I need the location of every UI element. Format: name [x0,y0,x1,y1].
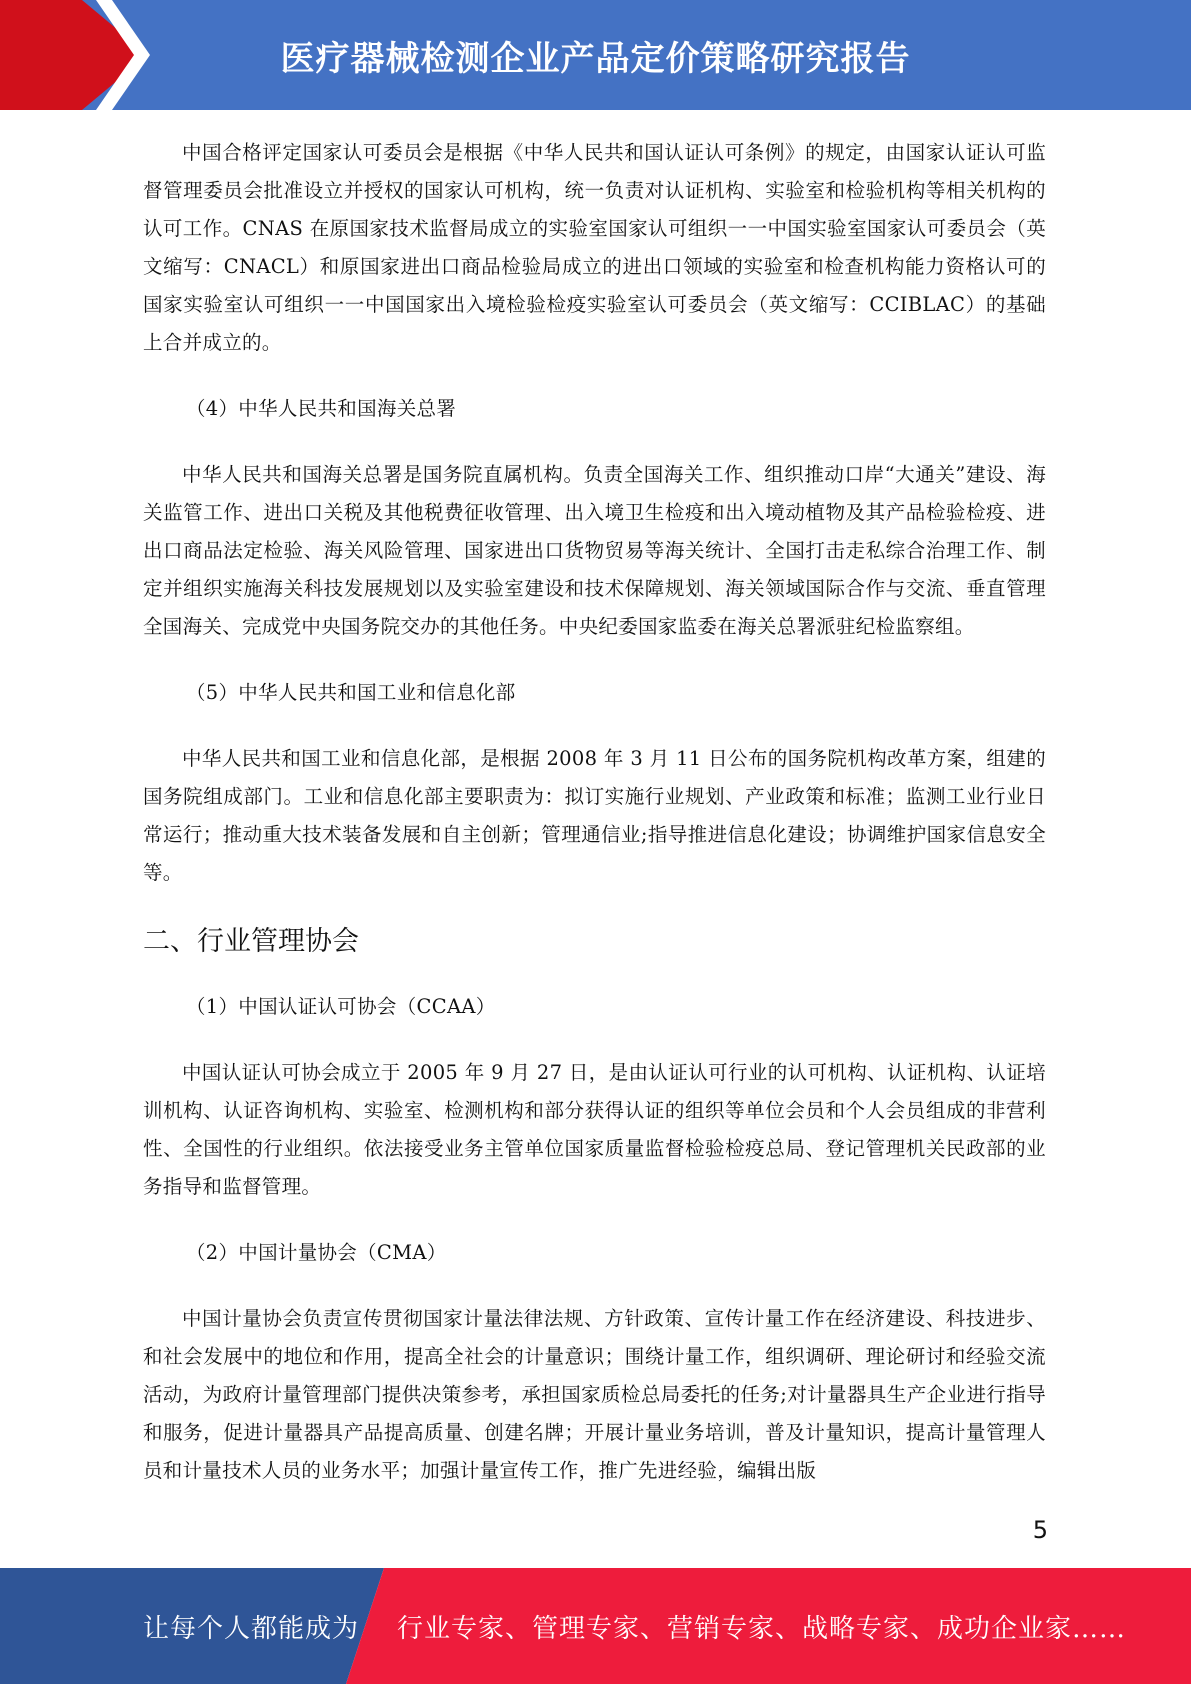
page-header [0,0,1191,110]
paragraph-ccaa: 中国认证认可协会成立于 2005 年 9 月 27 日，是由认证认可行业的认可机构、认证机构、认证培训机构、认证咨询机构、实验室、检测机构和部分获得认证的组织等单位会员和个人会员组成的非营利性、全国性的行业组织。依法接受业务主管单位国家质量监督检验检疫总局、登记管理机关民政部的业务指导和监督管理。 [143,1061,1046,1198]
paragraph-customs: 中华人民共和国海关总署是国务院直属机构。负责全国海关工作、组织推动口岸“大通关”建设、海关监管工作、进出口关税及其他税费征收管理、出入境卫生检疫和出入境动植物及其产品检验检疫、进出口商品法定检验、海关风险管理、国家进出口货物贸易等海关统计、全国打击走私综合治理工作、制定并组织实施海关科技发展规划以及实验室建设和技术保障规划、海关领域国际合作与交流、垂直管理全国海关、完成党中央国务院交办的其他任务。中央纪委国家监委在海关总署派驻纪检监察组。 [143,463,1046,638]
paragraph-miit: 中华人民共和国工业和信息化部，是根据 2008 年 3 月 11 日公布的国务院机构改革方案，组建的国务院组成部门。工业和信息化部主要职责为：拟订实施行业规划、产业政策和标准；监测工业行业日常运行；推动重大技术装备发展和自主创新；管理通信业;指导推进信息化建设；协调维护国家信息安全等。 [143,747,1046,884]
section-title-associations: 二、行业管理协会 [143,926,359,957]
paragraph-cma: 中国计量协会负责宣传贯彻国家计量法律法规、方针政策、宣传计量工作在经济建设、科技进步、和社会发展中的地位和作用，提高全社会的计量意识；围绕计量工作，组织调研、理论研讨和经验交流活动，为政府计量管理部门提供决策参考，承担国家质检总局委托的任务;对计量器具生产企业进行指导和服务，促进计量器具产品提高质量、创建名牌；开展计量业务培训，普及计量知识，提高计量管理人员和计量技术人员的业务水平；加强计量宣传工作，推广先进经验，编辑出版 [143,1307,1046,1482]
subheading-miit: （5）中华人民共和国工业和信息化部 [186,681,516,704]
page-number: 5 [1032,1516,1048,1544]
subheading-cma: （2）中国计量协会（CMA） [186,1241,447,1264]
footer-slogan-right: 行业专家、管理专家、营销专家、战略专家、成功企业家…… [397,1613,1127,1644]
header-red-arrow [0,0,148,110]
page-footer [0,1568,1191,1684]
paragraph-cnas: 中国合格评定国家认可委员会是根据《中华人民共和国认证认可条例》的规定，由国家认证认可监督管理委员会批准设立并授权的国家认可机构，统一负责对认证机构、实验室和检验机构等相关机构的认可工作。CNAS 在原国家技术监督局成立的实验室国家认可组织一一中国实验室国家认可委员会（英文缩写：CNACL）和原国家进出口商品检验局成立的进出口领域的实验室和检查机构能力资格认可的国家实验室认可组织一一中国国家出入境检验检疫实验室认可委员会（英文缩写：CCIBLAC）的基础上合并成立的。 [143,141,1046,354]
report-title: 医疗器械检测企业产品定价策略研究报告 [280,38,911,79]
page-body [143,134,1046,1518]
subheading-customs: （4）中华人民共和国海关总署 [186,397,457,420]
subheading-ccaa: （1）中国认证认可协会（CCAA） [186,995,496,1018]
footer-slogan-left: 让每个人都能成为 [143,1613,360,1644]
